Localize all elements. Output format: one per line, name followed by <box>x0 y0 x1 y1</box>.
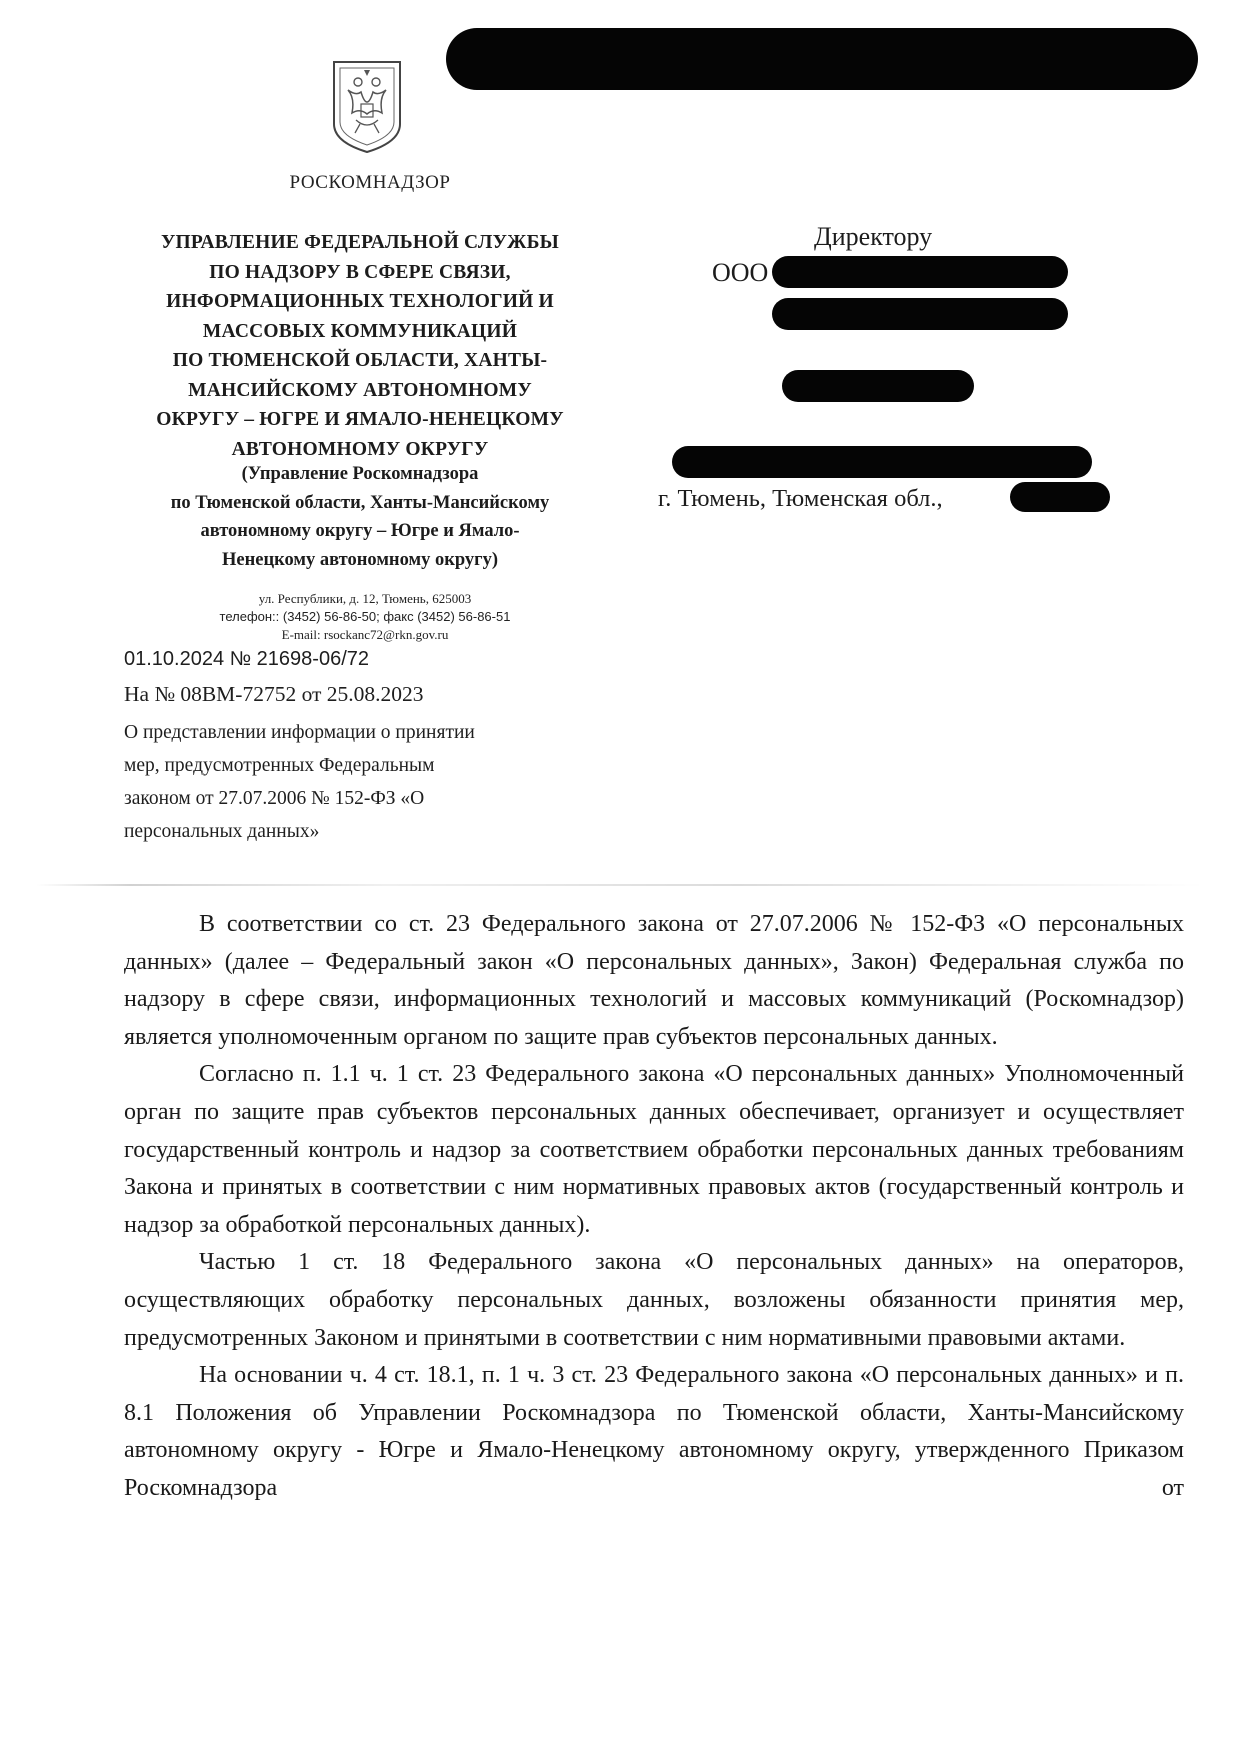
agency-sub-line: автономному округу – Югре и Ямало- <box>200 521 520 541</box>
agency-title-line: УПРАВЛЕНИЕ ФЕДЕРАЛЬНОЙ СЛУЖБЫ <box>160 232 560 253</box>
addressee-org-prefix: ООО <box>712 258 769 287</box>
agency-title-line: МАССОВЫХ КОММУНИКАЦИЙ <box>202 320 518 342</box>
paragraph-text: В соответствии со ст. 23 Федерального закона от 27.07.2006 № 152-ФЗ «О персональных данных» (далее – Федеральный закон «О персональных данных», Закон) Федеральная служба по надзору в сфере связи, информационных технологий и массовых коммуникаций (Роскомнадзор) является уполномоченным органом по защите прав субъектов персональных данных. <box>124 911 1184 1050</box>
agency-subtitle <box>110 460 610 574</box>
agency-title-line: ПО НАДЗОРУ В СФЕРЕ СВЯЗИ, <box>209 261 511 283</box>
agency-title-line: ПО ТЮМЕНСКОЙ ОБЛАСТИ, ХАНТЫ- <box>172 350 548 371</box>
redaction-bar <box>782 370 974 402</box>
addressee-city: г. Тюмень, Тюменская обл., <box>658 485 943 512</box>
agency-sub-line: (Управление Роскомнадзора <box>241 464 479 484</box>
subject-line: персональных данных» <box>124 821 320 842</box>
agency-sub-line: по Тюменской области, Ханты-Мансийскому <box>170 492 550 513</box>
agency-address: ул. Республики, д. 12, Тюмень, 625003 <box>258 591 472 606</box>
body-paragraph <box>124 1244 1184 1357</box>
agency-email: E-mail: rsockanc72@rkn.gov.ru <box>281 627 449 642</box>
agency-title-line: ОКРУГУ – ЮГРЕ И ЯМАЛО-НЕНЕЦКОМУ <box>156 409 564 430</box>
scan-fold-line <box>36 884 1206 886</box>
paragraph-text: Частью 1 ст. 18 Федерального закона «О персональных данных» на операторов, осуществляющих обработку персональных данных, возложены обязанности принятия мер, предусмотренных Законом и принятыми в соответствии с ним нормативными правовыми актами. <box>124 1249 1184 1351</box>
paragraph-text: На основании ч. 4 ст. 18.1, п. 1 ч. 3 ст. 23 Федерального закона «О персональных данных» и п. 8.1 Положения об Управлении Роскомнадзора по Тюменской области, Ханты-Мансийскому автономному округу - Югре и Ямало-Ненецкому автономному округу, утвержденного Приказом Роскомнадзора от <box>124 1362 1184 1501</box>
agency-title-line: АВТОНОМНОМУ ОКРУГУ <box>231 438 489 460</box>
letter-body <box>124 906 1184 1508</box>
redaction-bar <box>1010 482 1110 512</box>
paragraph-text: Согласно п. 1.1 ч. 1 ст. 23 Федерального закона «О персональных данных» Уполномоченный орган по защите прав субъектов персональных данных обеспечивает, организует и осуществляет государственный контроль и надзор за соответствием обработки персональных данных требованиям Закона и принятых в соответствии с ним нормативных правовых актов (государственный контроль и надзор за обработкой персональных данных). <box>124 1061 1184 1238</box>
subject-line: мер, предусмотренных Федеральным <box>124 755 435 776</box>
outgoing-number: 01.10.2024 № 21698-06/72 <box>124 648 369 670</box>
body-paragraph <box>124 1357 1184 1507</box>
redaction-bar <box>672 446 1092 478</box>
redaction-bar <box>772 298 1068 330</box>
agency-phone: телефон:: (3452) 56-86-50; факс (3452) 56-86-51 <box>219 609 511 624</box>
coat-of-arms-emblem <box>330 58 404 154</box>
addressee-title: Директору <box>814 222 933 251</box>
agency-full-title <box>110 228 610 464</box>
agency-sub-line: Ненецкому автономному округу) <box>221 549 498 570</box>
agency-contacts <box>170 590 560 644</box>
agency-title-line: МАНСИЙСКОМУ АВТОНОМНОМУ <box>188 379 532 401</box>
body-paragraph <box>124 906 1184 1056</box>
agency-short-name: РОСКОМНАДЗОР <box>289 172 451 193</box>
agency-title-line: ИНФОРМАЦИОННЫХ ТЕХНОЛОГИЙ И <box>166 291 554 312</box>
subject-line: О представлении информации о принятии <box>124 722 475 743</box>
redaction-bar <box>772 256 1068 288</box>
body-paragraph <box>124 1056 1184 1244</box>
reply-reference: На № 08ВМ-72752 от 25.08.2023 <box>124 682 424 706</box>
subject-line: законом от 27.07.2006 № 152-ФЗ «О <box>124 788 425 809</box>
letter-subject <box>124 716 604 848</box>
redaction-bar-top <box>446 28 1198 90</box>
